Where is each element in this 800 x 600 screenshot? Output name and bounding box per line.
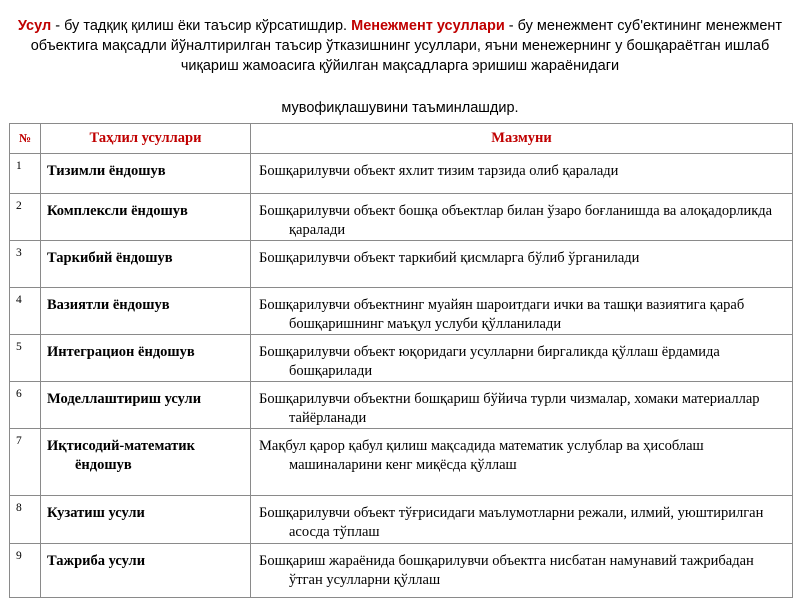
intro-last-line: мувофиқлашувини таъминлашдир. <box>281 100 519 116</box>
row-content: Бошқарилувчи объект тўғрисидаги маълумотларни режали, илмий, уюштирилган асосда тўплаш <box>251 496 793 544</box>
table-row <box>10 544 793 598</box>
row-number: 8 <box>10 496 41 544</box>
row-content: Бошқарилувчи объект яхлит тизим тарзида олиб қаралади <box>251 154 793 194</box>
row-content: Бошқарилувчи объект юқоридаги усулларни биргаликда қўллаш ёрдамида бошқарилади <box>251 335 793 382</box>
row-method: Вазиятли ёндошув <box>41 288 251 335</box>
row-content: Мақбул қарор қабул қилиш мақсадида математик услублар ва ҳисоблаш машиналарини кенг миқёсда қўллаш <box>251 429 793 496</box>
row-content: Бошқарилувчи объектни бошқариш бўйича турли чизмалар, хомаки материаллар тайёрланади <box>251 382 793 429</box>
methods-table <box>9 123 793 598</box>
row-number: 7 <box>10 429 41 496</box>
row-number: 9 <box>10 544 41 598</box>
row-content: Бошқарилувчи объектнинг муайян шароитдаги ички ва ташқи вазиятига қараб бошқаришнинг маъқул услуби қўлланилади <box>251 288 793 335</box>
row-content: Бошқариш жараёнида бошқарилувчи объектга нисбатан намунавий тажрибадан ўтган усулларни қўллаш <box>251 544 793 598</box>
table-row <box>10 194 793 241</box>
table-row <box>10 382 793 429</box>
row-method: Тизимли ёндошув <box>41 154 251 194</box>
row-method: Кузатиш усули <box>41 496 251 544</box>
table-row <box>10 335 793 382</box>
row-number: 5 <box>10 335 41 382</box>
row-number: 6 <box>10 382 41 429</box>
row-content: Бошқарилувчи объект таркибий қисмларга бўлиб ўрганилади <box>251 241 793 288</box>
table-header-row <box>10 124 793 154</box>
row-number: 1 <box>10 154 41 194</box>
table-row <box>10 241 793 288</box>
row-number: 4 <box>10 288 41 335</box>
row-method: Комплексли ёндошув <box>41 194 251 241</box>
row-method: Иқтисодий-математик ёндошув <box>41 429 251 496</box>
table-row <box>10 288 793 335</box>
row-method: Таркибий ёндошув <box>41 241 251 288</box>
intro-paragraph <box>14 16 786 76</box>
table-row <box>10 496 793 544</box>
row-method: Моделлаштириш усули <box>41 382 251 429</box>
row-content: Бошқарилувчи объект бошқа объектлар билан ўзаро боғланишда ва алоқадорликда қаралади <box>251 194 793 241</box>
term-usul: Усул <box>17 18 52 34</box>
row-number: 2 <box>10 194 41 241</box>
header-number: № <box>10 124 41 154</box>
header-content: Мазмуни <box>251 124 793 154</box>
row-method: Интеграцион ёндошув <box>41 335 251 382</box>
header-method: Таҳлил усуллари <box>41 124 251 154</box>
intro-text-1: - бу тадқиқ қилиш ёки таъсир кўрсатишдир. <box>51 18 352 34</box>
table-row <box>10 154 793 194</box>
intro-text-2: - бу менежмент суб'ектининг менежмент объектига мақсадли йўналтирилган таъсир ўтказишнинг усуллари, яъни менежернинг у бошқараётган ишлаб чиқариш жамоасига қўйилган мақсадларга эришиш жараёнидаги <box>30 18 783 74</box>
table-row <box>10 429 793 496</box>
row-number: 3 <box>10 241 41 288</box>
term-management-methods: Менежмент усуллари <box>351 18 505 34</box>
row-method: Тажриба усули <box>41 544 251 598</box>
